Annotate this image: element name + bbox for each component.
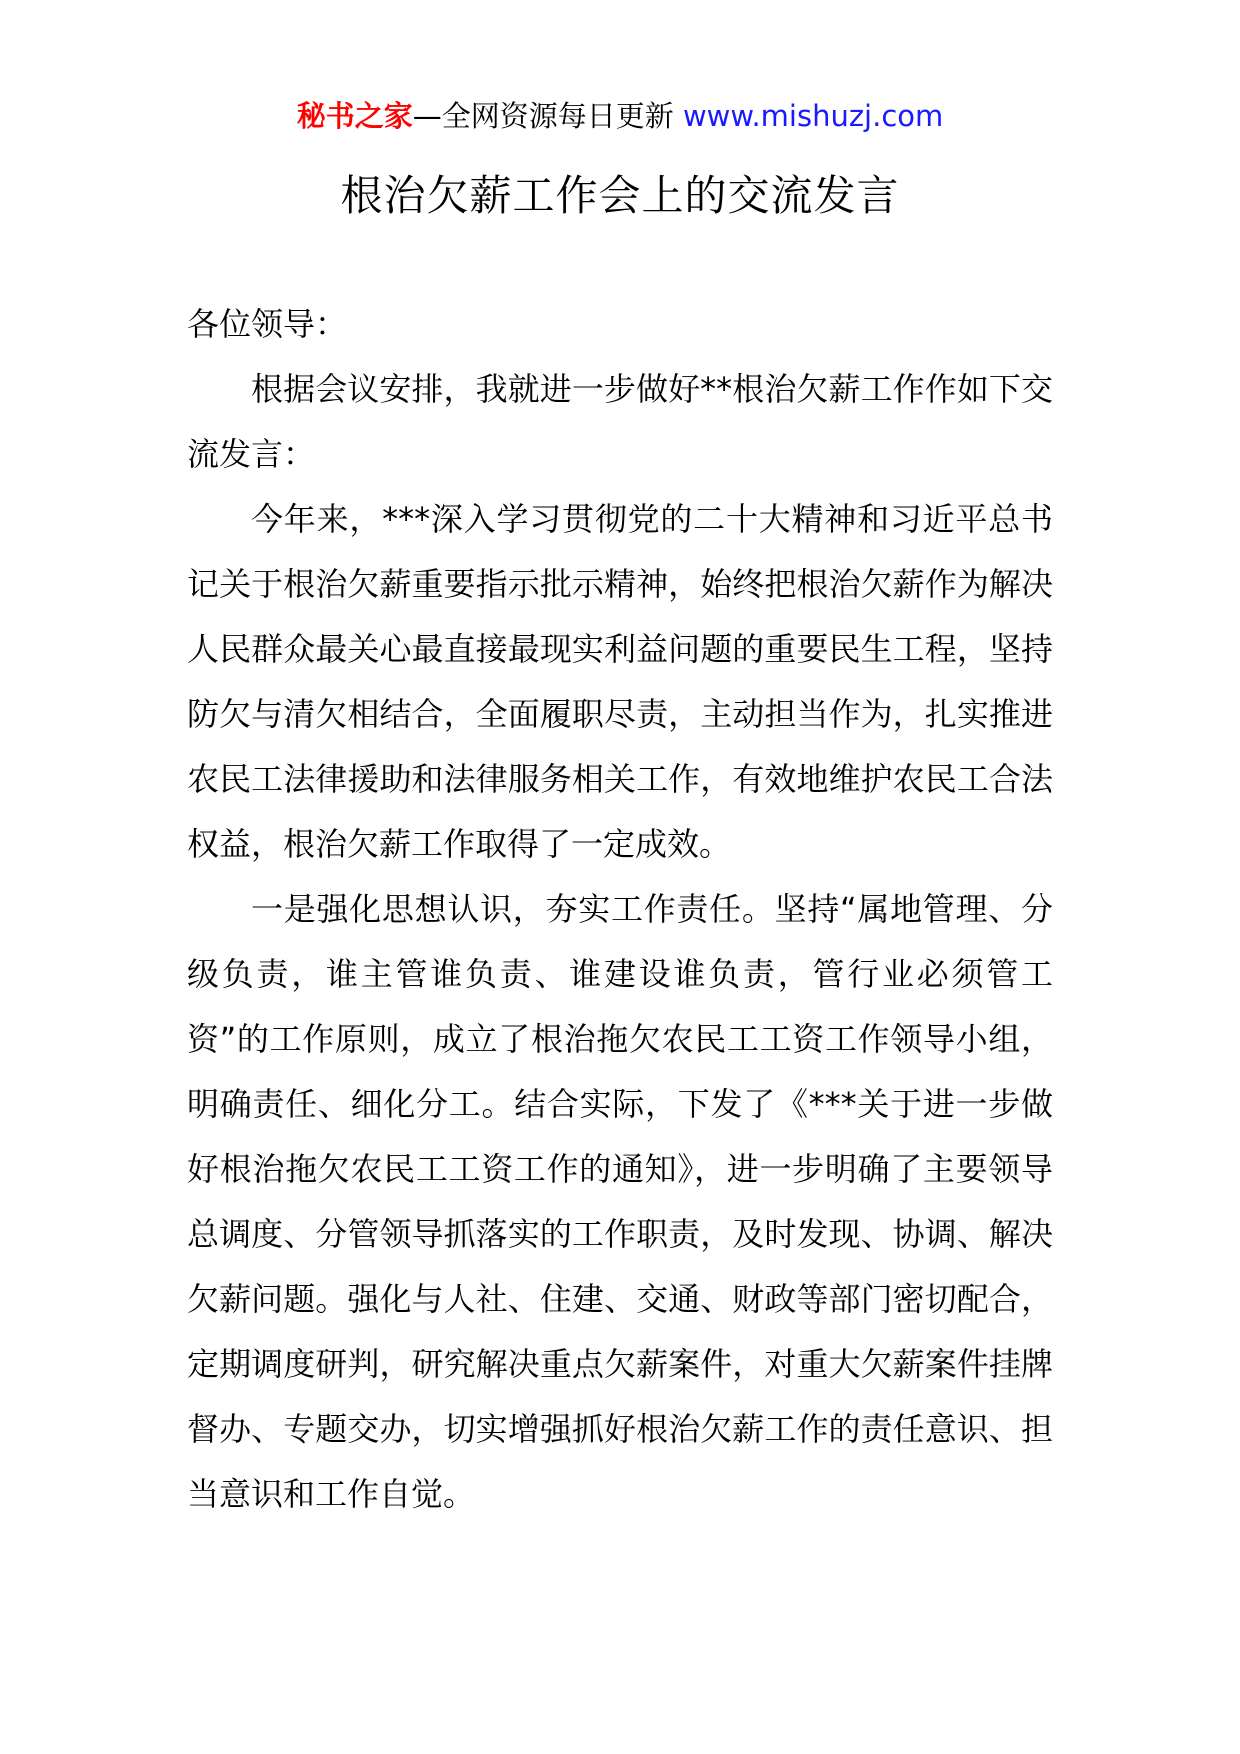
paragraph-intro: 根据会议安排，我就进一步做好**根治欠薪工作作如下交流发言： [187,370,1053,473]
site-url-link[interactable]: www.mishuzj.com [682,99,944,133]
salutation: 各位领导： [187,305,348,343]
paragraph-overview: 今年来，***深入学习贯彻党的二十大精神和习近平总书记关于根治欠薪重要指示批示精神，始终把根治欠薪作为解决人民群众最关心最直接最现实利益问题的重要民生工程，坚持防欠与清欠相结合，全面履职尽责，主动担当作为，扎实推进农民工法律援助和法律服务相关工作，有效地维护农民工合法权益，根治欠薪工作取得了一定成效。 [187,500,1053,863]
document-title: 根治欠薪工作会上的交流发言 [340,171,900,220]
site-brand: 秘书之家 [296,99,413,133]
document-body [187,292,1053,1527]
site-tagline: —全网资源每日更新 [412,99,683,133]
paragraph-point-one: 一是强化思想认识，夯实工作责任。坚持“属地管理、分级负责，谁主管谁负责、谁建设谁负责，管行业必须管工资”的工作原则，成立了根治拖欠农民工工资工作领导小组，明确责任、细化分工。结合实际，下发了《***关于进一步做好根治拖欠农民工工资工作的通知》，进一步明确了主要领导总调度、分管领导抓落实的工作职责，及时发现、协调、解决欠薪问题。强化与人社、住建、交通、财政等部门密切配合，定期调度研判，研究解决重点欠薪案件，对重大欠薪案件挂牌督办、专题交办，切实增强抓好根治欠薪工作的责任意识、担当意识和工作自觉。 [187,890,1053,1513]
site-header [0,96,1240,136]
